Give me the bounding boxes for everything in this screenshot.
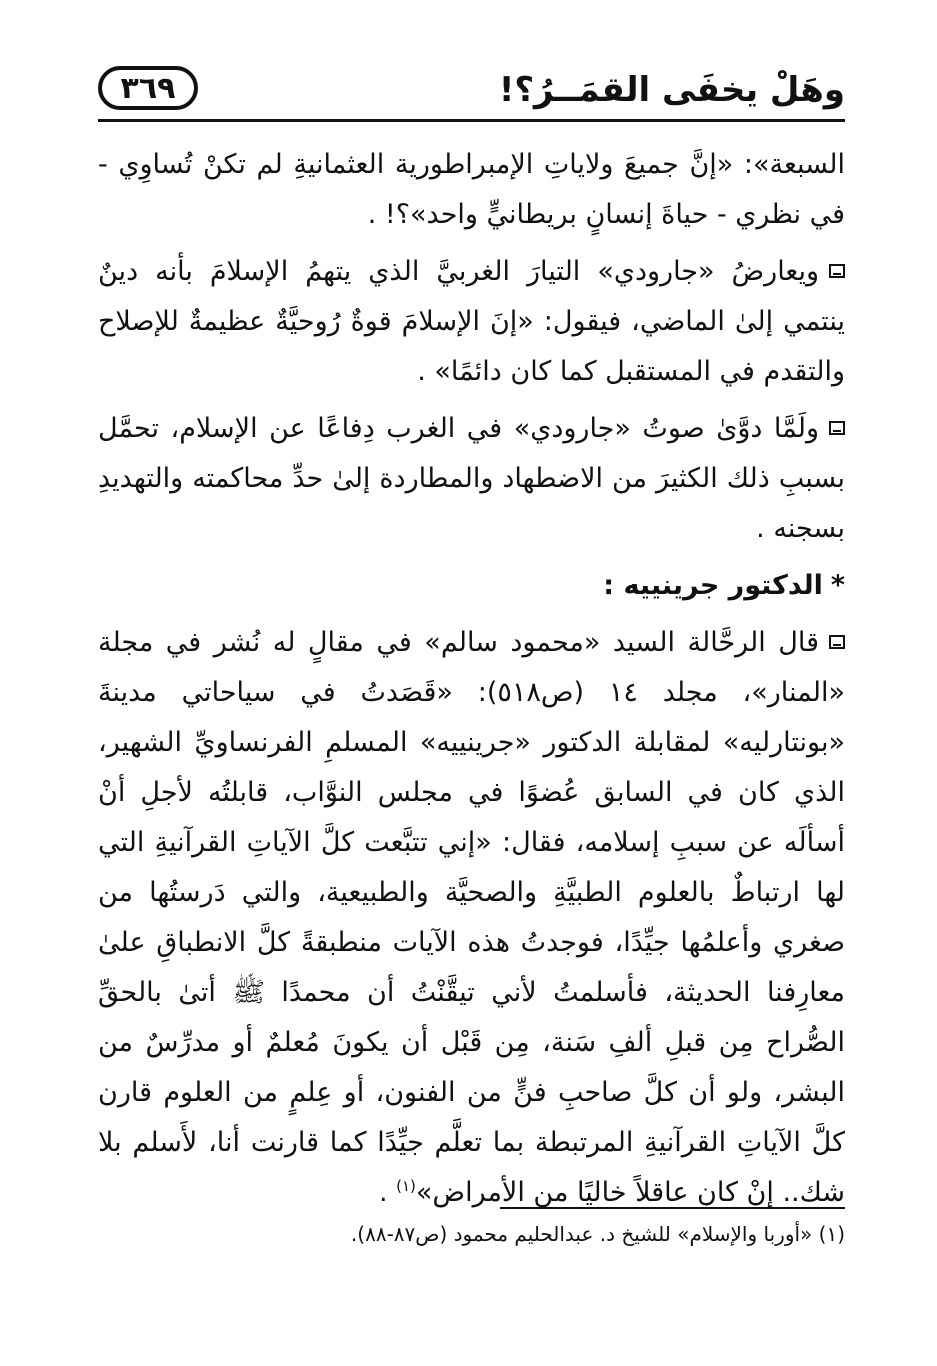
paragraph-garaudy-persecution <box>98 404 845 554</box>
header-divider <box>98 119 845 122</box>
page-number-badge: ٣٦٩ <box>98 66 198 110</box>
asterisk-icon: * <box>830 570 845 601</box>
body-text <box>98 140 845 1225</box>
footnote-reference[interactable]: (١) <box>396 1177 416 1195</box>
square-bullet-icon <box>829 635 845 649</box>
paragraph-continuation <box>98 140 845 240</box>
footnote: (١) «أوربا والإسلام» للشيخ د. عبدالحليم محمود (ص٨٧-٨٨). <box>350 1222 845 1246</box>
footnote-divider <box>500 1207 845 1209</box>
page-header <box>98 62 845 124</box>
square-bullet-icon <box>829 421 845 435</box>
section-heading-text: الدكتور جرينييه : <box>603 570 823 601</box>
paragraph-text: ولَمَّا دوَّىٰ صوتُ «جارودي» في الغرب دِفاعًا عن الإسلام، تحمَّل بسببِ ذلك الكثيرَ من الاضطهاد والمطاردة إلىٰ حدِّ محاكمته والتهديدِ بسجنه . <box>98 413 845 544</box>
paragraph-grenier-quote <box>98 618 845 1218</box>
paragraph-text: ويعارضُ «جارودي» التيارَ الغربيَّ الذي يتهمُ الإسلامَ بأنه دينٌ ينتمي إلىٰ الماضي، فيقول: «إنَ الإسلامَ قوةٌ رُوحيَّةٌ عظيمةٌ للإصلاح والتقدم في المستقبل كما كان دائمًا» . <box>98 256 845 387</box>
paragraph-text: السبعة»: «إنَّ جميعَ ولاياتِ الإمبراطورية العثمانيةِ لم تكنْ تُساوِي - في نظري - حياةَ إنسانٍ بريطانيٍّ واحد»؟! . <box>98 149 845 230</box>
paragraph-ending: . <box>378 1177 397 1208</box>
square-bullet-icon <box>829 264 845 278</box>
paragraph-garaudy-defense <box>98 247 845 397</box>
section-heading <box>98 561 845 611</box>
running-title: وهَلْ يخفَى القمَــرُ؟! <box>498 70 845 110</box>
paragraph-text: قال الرحَّالة السيد «محمود سالم» في مقالٍ له نُشر في مجلة «المنار»، مجلد ١٤ (ص٥١٨): «قَصَدتُ في سياحاتي مدينةَ «بونتارليه» لمقابلة الدكتور «جرينييه» المسلمِ الفرنساويِّ الشهير، الذي كان في السابق عُضوًا في مجلس النوَّاب، قابلتُه لأجلِ أنْ أسألَه عن سببِ إسلامه، فقال: «إني تتبَّعت كلَّ الآياتِ القرآنيةِ التي لها ارتباطٌ بالعلوم الطبيَّةِ والصحيَّة والطبيعية، والتي دَرستُها من صغري وأعلمُها جيِّدًا، فوجدتُ هذه الآيات منطبقةً كلَّ الانطباقِ علىٰ معارِفنا الحديثة، فأسلمتُ لأني تيقَّنْتُ أن محمدًا ﷺ أتىٰ بالحقِّ الصُّراح مِن قبلِ ألفِ سَنة، مِن قَبْل أن يكونَ مُعلمٌ أو مدرِّسٌ من البشر، ولو أن كلَّ صاحبِ فنٍّ من الفنون، أو عِلمٍ من العلوم قارن كلَّ الآياتِ القرآنيةِ المرتبطة بما تعلَّم جيِّدًا كما قارنت أنا، لأَسلم بلا شك.. إنْ كان عاقلاً خاليًا من الأمراض» <box>98 627 845 1208</box>
